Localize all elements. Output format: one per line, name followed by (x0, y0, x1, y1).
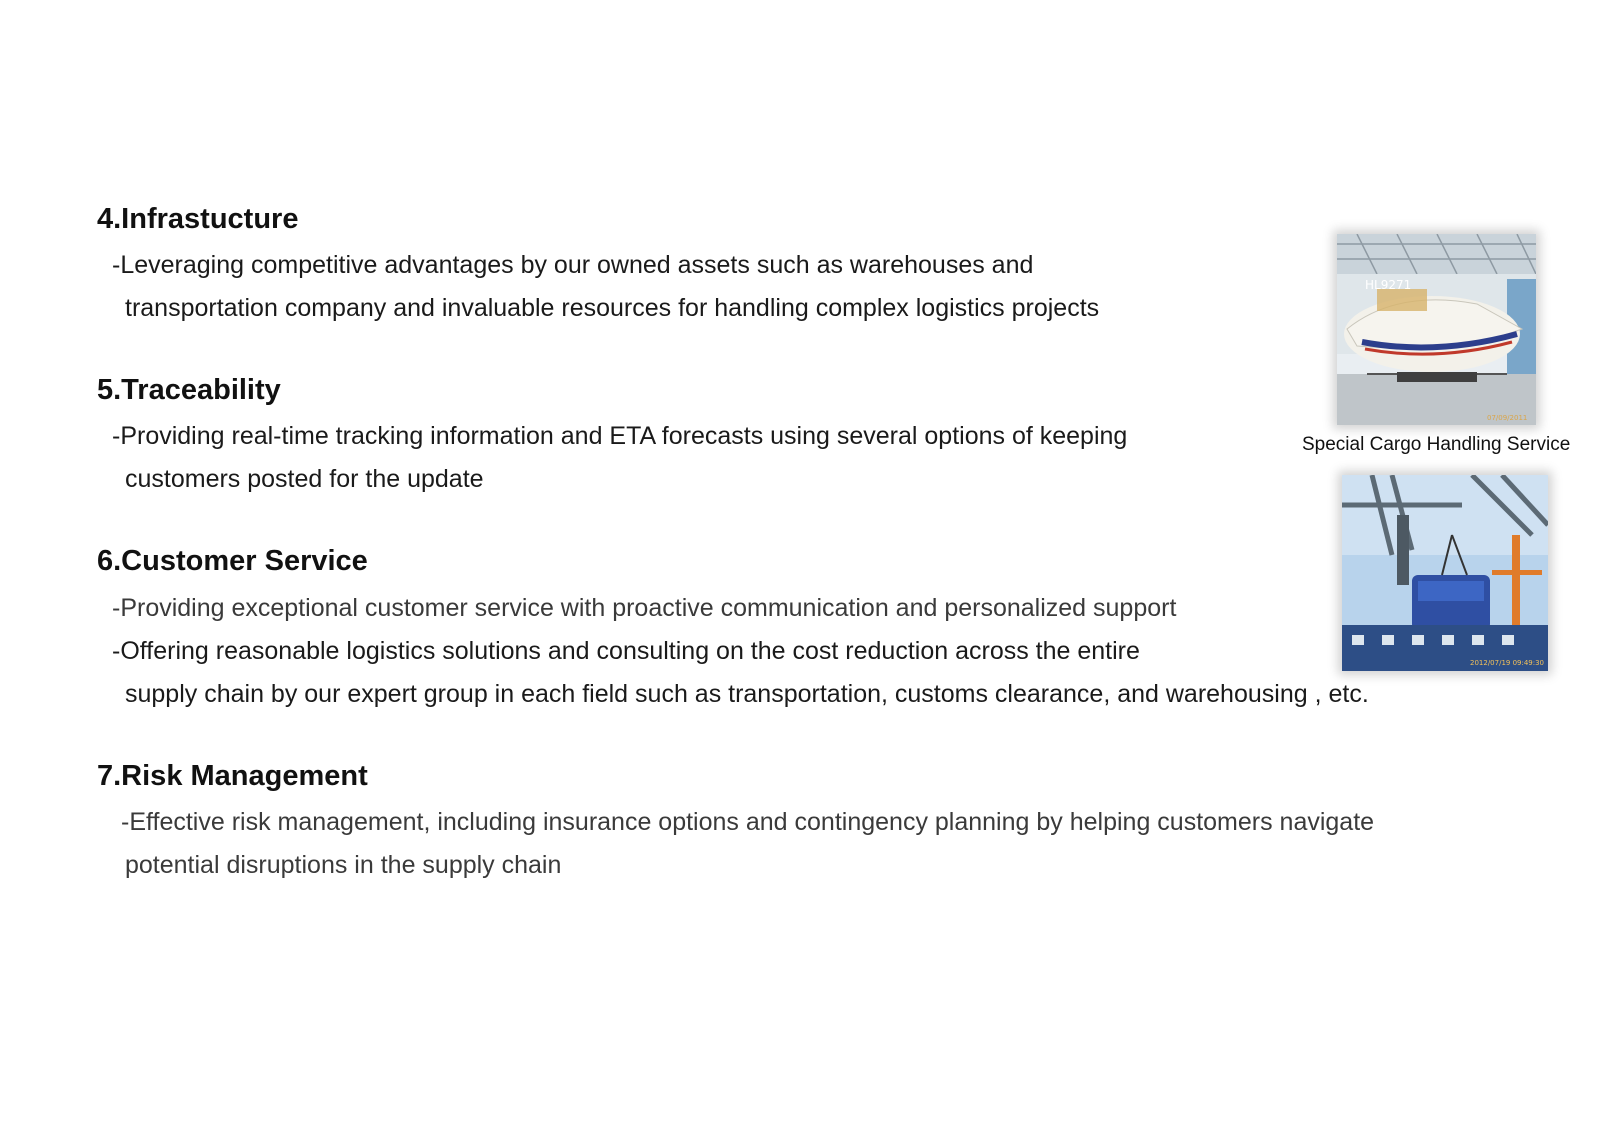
section-line: -Providing exceptional customer service with proactive communication and personalized support (112, 594, 1177, 622)
section-line: potential disruptions in the supply chain (125, 851, 562, 879)
svg-text:HL9271: HL9271 (1365, 278, 1412, 292)
photo-caption: Special Cargo Handling Service (1302, 434, 1571, 455)
svg-text:2012/07/19 09:49:30: 2012/07/19 09:49:30 (1470, 659, 1545, 667)
section-line: supply chain by our expert group in each field such as transportation, customs clearance, and warehousing , etc. (125, 680, 1369, 708)
section-heading-infrastructure: 4.Infrastucture (97, 203, 299, 235)
section-line: -Leveraging competitive advantages by our owned assets such as warehouses and (112, 251, 1034, 279)
crane-cargo-photo (1342, 475, 1548, 671)
section-line: transportation company and invaluable resources for handling complex logistics projects (125, 294, 1100, 322)
section-line: customers posted for the update (125, 465, 484, 493)
section-line: -Offering reasonable logistics solutions and consulting on the cost reduction across the entire (112, 637, 1140, 665)
section-heading-risk-management: 7.Risk Management (97, 760, 368, 792)
svg-text:07/09/2011: 07/09/2011 (1487, 414, 1528, 422)
section-heading-traceability: 5.Traceability (97, 374, 281, 406)
section-heading-customer-service: 6.Customer Service (97, 545, 368, 577)
section-line: -Providing real-time tracking information and ETA forecasts using several options of keeping (112, 422, 1128, 450)
helicopter-cargo-photo (1337, 234, 1536, 425)
section-line: -Effective risk management, including insurance options and contingency planning by helping customers navigate (121, 808, 1375, 836)
